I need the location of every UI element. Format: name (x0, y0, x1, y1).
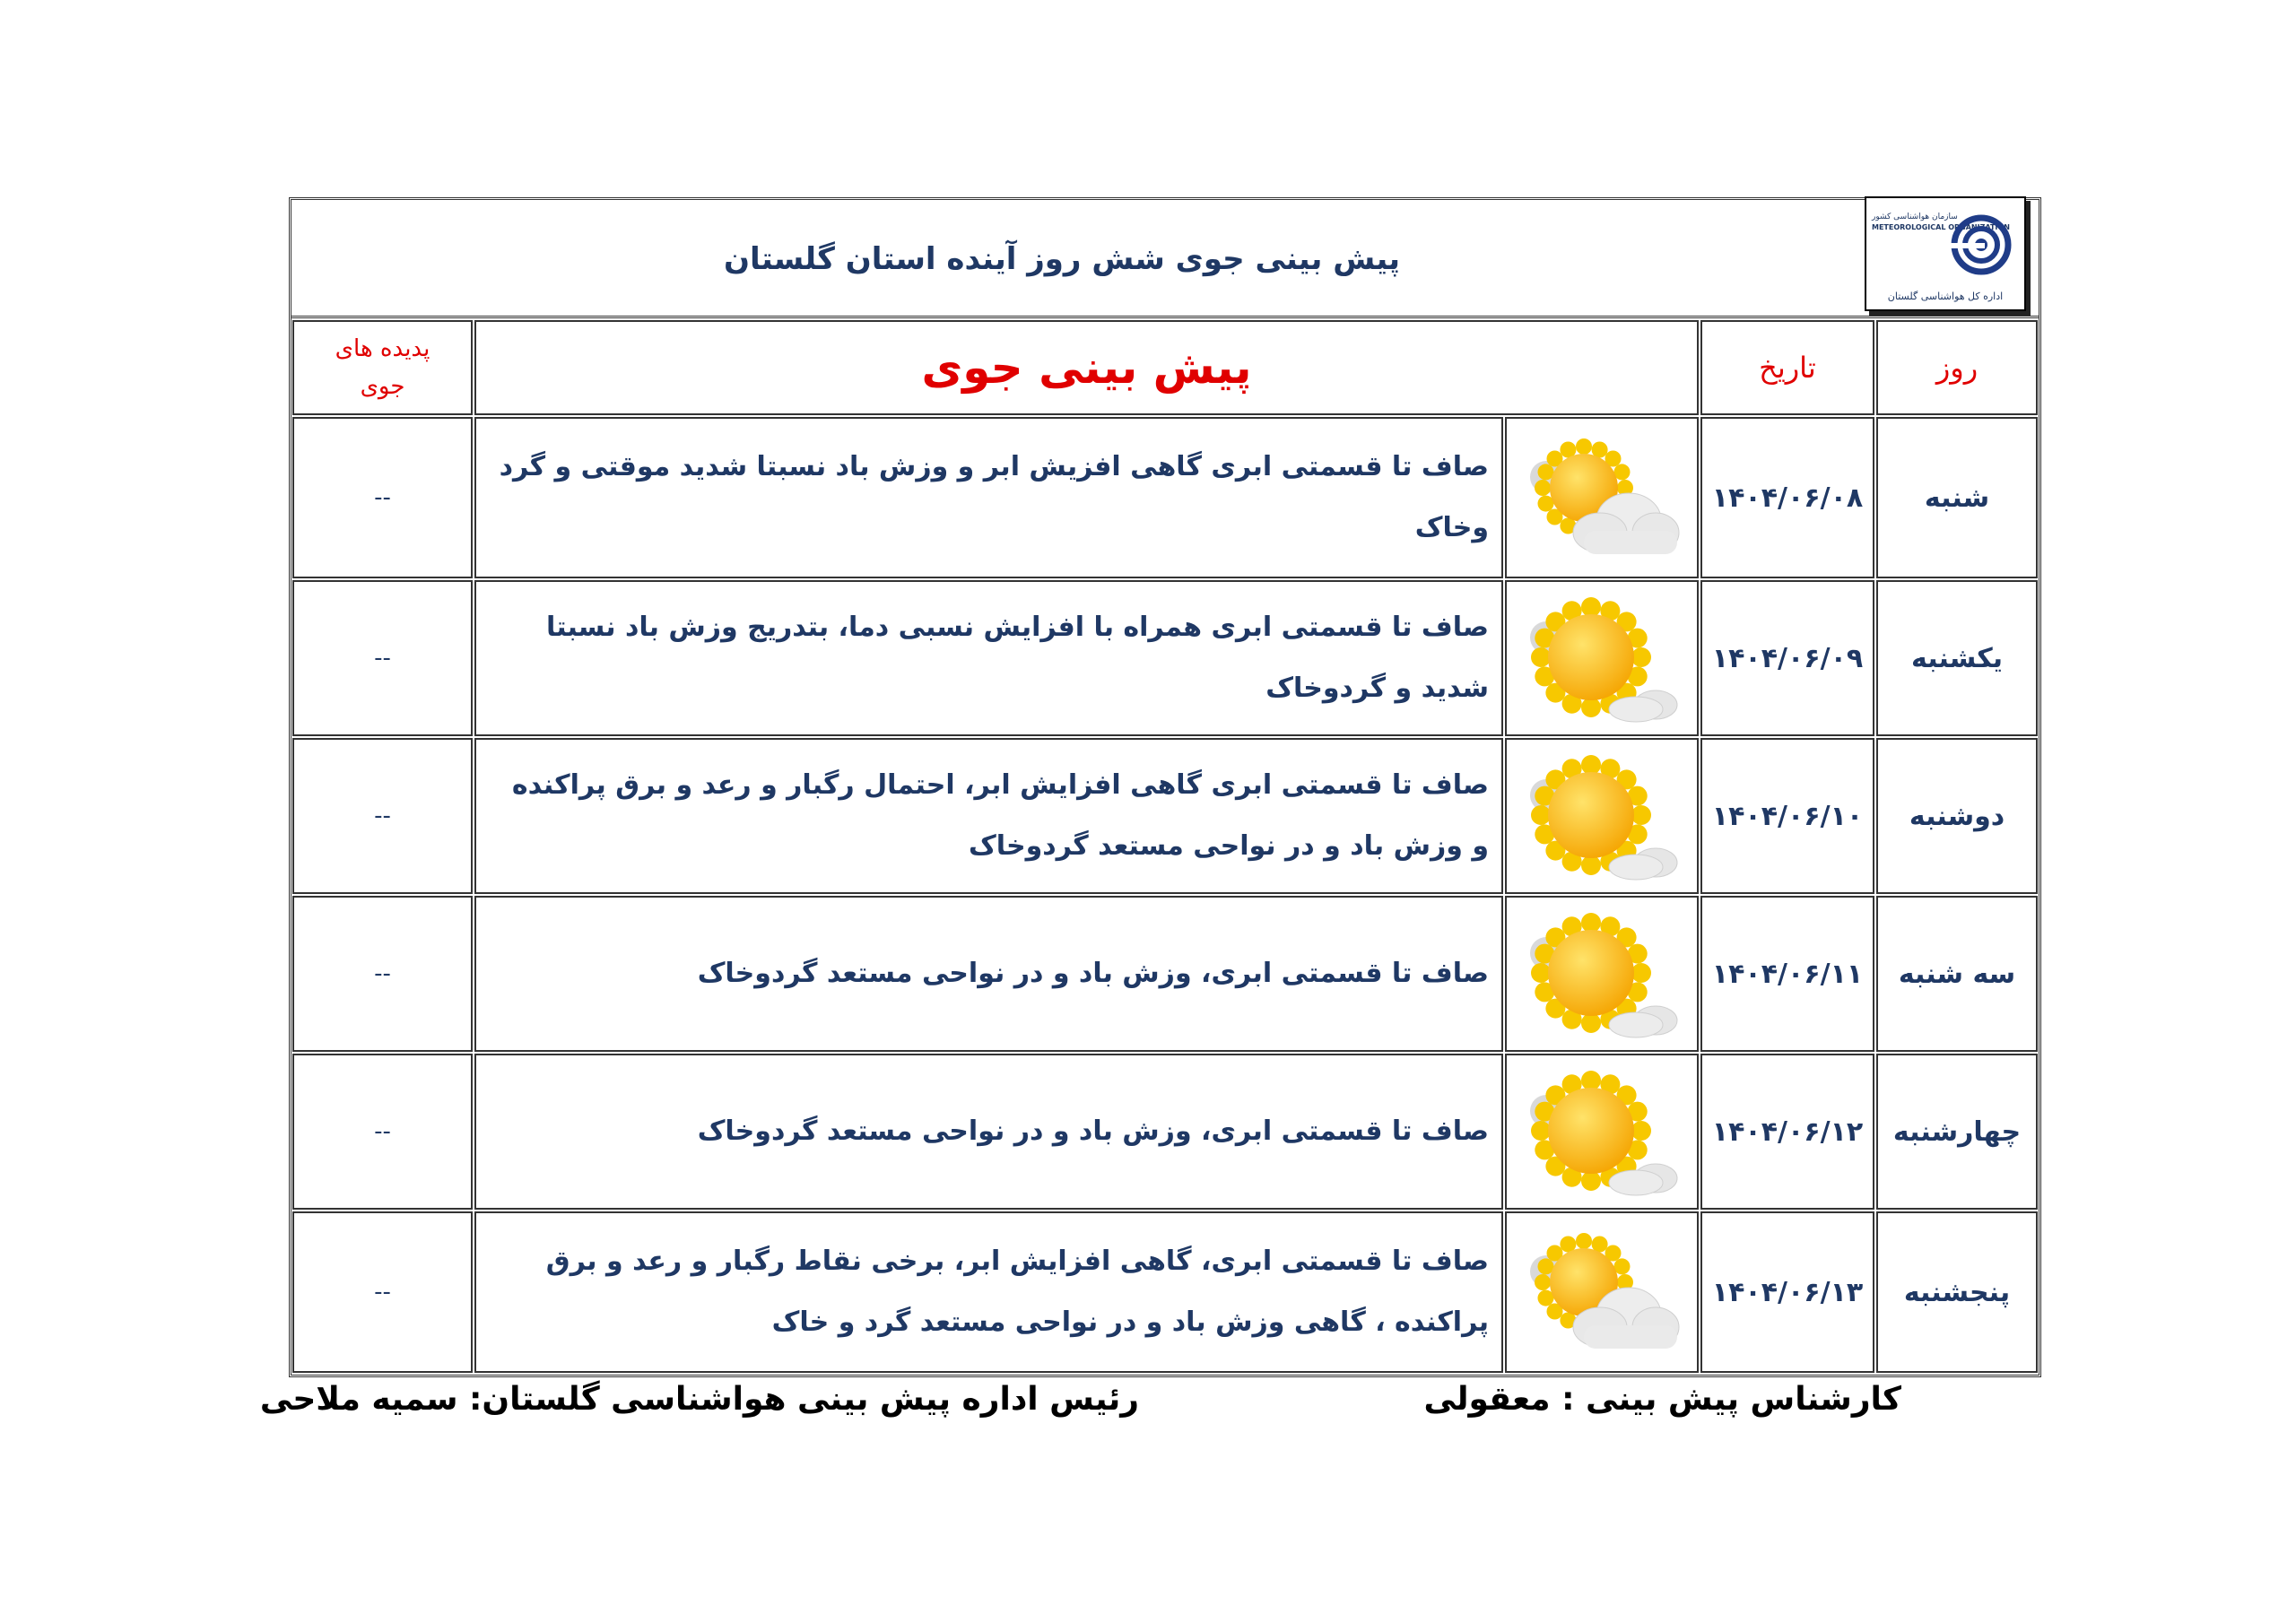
forecast-cell: صاف تا قسمتی ابری گاهی افزیش ابر و وزش باد نسبتا شدید موقتی و گرد وخاک (474, 417, 1503, 578)
phenomena-cell: -- (292, 738, 473, 894)
page-title: پیش بینی جوی شش روز آینده استان گلستان (724, 241, 1400, 277)
date-cell: ۱۴۰۴/۰۶/۱۱ (1700, 896, 1874, 1052)
date-cell: ۱۴۰۴/۰۶/۰۸ (1700, 417, 1874, 578)
sun-behind-cloud-icon (1521, 1227, 1683, 1361)
phenomena-cell: -- (292, 580, 473, 736)
column-header-day: روز (1876, 320, 2038, 415)
date-cell: ۱۴۰۴/۰۶/۱۳ (1700, 1211, 1874, 1373)
weather-icon-cell (1505, 417, 1699, 578)
column-header-forecast: پیش بینی جوی (474, 320, 1699, 415)
weather-icon-cell (1505, 1054, 1699, 1210)
phenomena-cell: -- (292, 417, 473, 578)
forecast-cell: صاف تا قسمتی ابری همراه با افزایش نسبی دما، بتدریج وزش باد نسبتا شدید و گردوخاک (474, 580, 1503, 736)
sun-small-cloud-icon (1521, 593, 1683, 727)
sun-behind-cloud-icon (1521, 432, 1683, 567)
head-signature: رئیس اداره پیش بینی هواشناسی گلستان: سمیه ملاحی (259, 1381, 1139, 1418)
sun-small-cloud-icon (1521, 1066, 1683, 1201)
day-cell: شنبه (1876, 417, 2038, 578)
column-header-date: تاریخ (1700, 320, 1874, 415)
logo-top-text: سازمان هواشناسی کشور (1872, 213, 1958, 221)
sun-small-cloud-icon (1521, 908, 1683, 1043)
weather-icon-cell (1505, 580, 1699, 736)
weather-icon-cell (1505, 738, 1699, 894)
day-cell: سه شنبه (1876, 896, 2038, 1052)
day-cell: چهارشنبه (1876, 1054, 2038, 1210)
forecaster-signature: کارشناس پیش بینی : معقولی (1423, 1381, 1901, 1418)
forecast-cell: صاف تا قسمتی ابری، وزش باد و در نواحی مستعد گردوخاک (474, 896, 1503, 1052)
date-cell: ۱۴۰۴/۰۶/۱۰ (1700, 738, 1874, 894)
day-cell: پنجشنبه (1876, 1211, 2038, 1373)
logo-bottom-text: اداره کل هواشناسی گلستان (1887, 291, 2004, 302)
day-cell: یکشنبه (1876, 580, 2038, 736)
column-header-phenomena: پدیده های جوی (292, 320, 473, 415)
phenomena-cell: -- (292, 896, 473, 1052)
forecast-cell: صاف تا قسمتی ابری، گاهی افزایش ابر، برخی نقاط رگبار و رعد و برق پراکنده ، گاهی وزش باد و در نواحی مستعد گرد و خاک (474, 1211, 1503, 1373)
title-row (291, 200, 2039, 318)
forecast-cell: صاف تا قسمتی ابری، وزش باد و در نواحی مستعد گردوخاک (474, 1054, 1503, 1210)
date-cell: ۱۴۰۴/۰۶/۱۲ (1700, 1054, 1874, 1210)
weather-icon-cell (1505, 1211, 1699, 1373)
day-cell: دوشنبه (1876, 738, 2038, 894)
sun-small-cloud-icon (1521, 751, 1683, 885)
date-cell: ۱۴۰۴/۰۶/۰۹ (1700, 580, 1874, 736)
phenomena-cell: -- (292, 1211, 473, 1373)
meteorological-logo (1865, 196, 2026, 311)
phenomena-cell: -- (292, 1054, 473, 1210)
forecast-cell: صاف تا قسمتی ابری گاهی افزایش ابر، احتمال رگبار و رعد و برق پراکنده و وزش باد و در نواحی مستعد گردوخاک (474, 738, 1503, 894)
weather-icon-cell (1505, 896, 1699, 1052)
logo-org-text: METEOROLOGICAL ORGANIZATION (1872, 223, 2010, 231)
